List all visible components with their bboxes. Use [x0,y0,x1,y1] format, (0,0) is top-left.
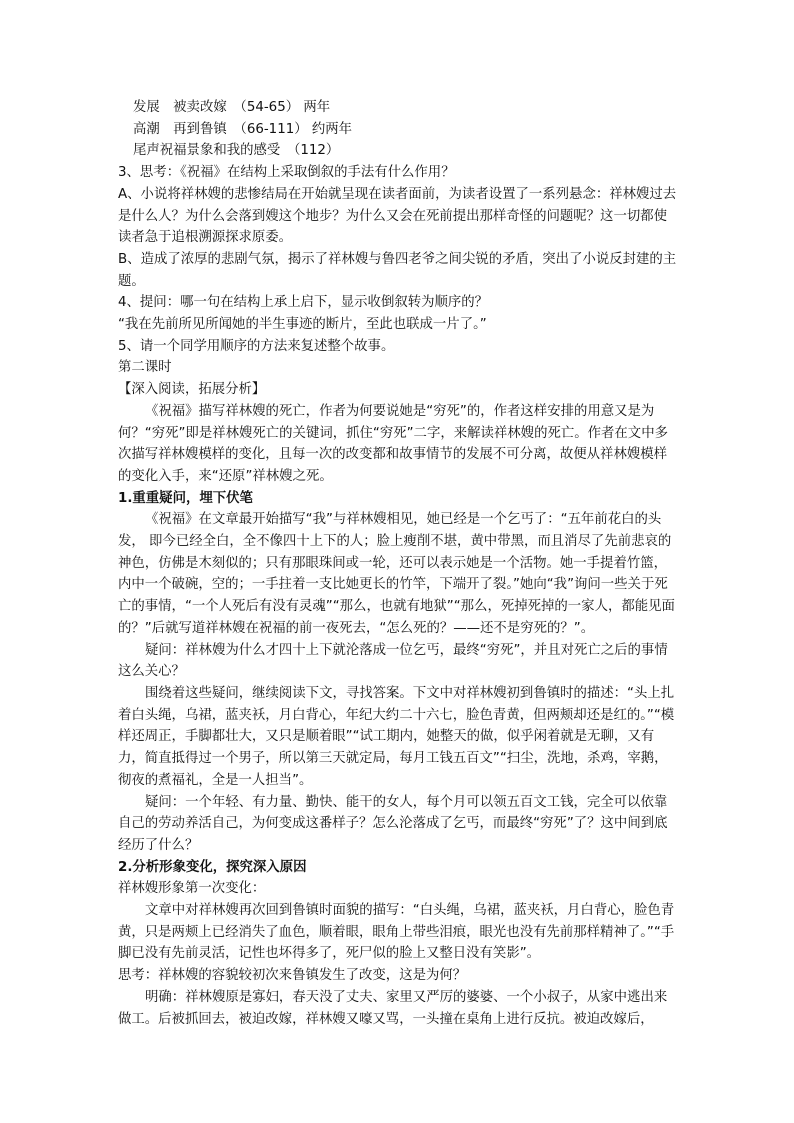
answer-3a: A、小说将祥林嫂的悲惨结局在开始就呈现在读者面前，为读者设置了一系列悬念：祥林嫂过去是什么人？为什么会落到嫂这个地步？为什么又会在死前提出那样奇怪的问题呢？这一切都使读者急于追根溯源探求原委。 [118,186,677,246]
question-3: 3、思考：《祝福》在结构上采取倒叙的手法有什么作用？ [118,165,455,181]
paragraph-second-arrival: 文章中对祥林嫂再次回到鲁镇时面貌的描写：“白头绳，乌裙，蓝夹袄，月白背心，脸色青黄，只是两颊上已经消失了血色，顺着眼，眼角上带些泪痕，眼光也没有先前那样精神了。”“手脚已没有先前灵活，记性也坏得多了，死尸似的脸上又整日没有笑影”。 [118,903,675,962]
outline-line-development: 发展 被卖改嫁 （54-65） 两年 [133,100,331,115]
section-heading-lesson-2: 第二课时 [118,360,172,376]
outline-line-epilogue: 尾声祝福景象和我的感受 （112） [133,143,340,159]
question-4: 4、提问：哪一句在结构上承上启下，显示收倒叙转为顺序的？ [118,295,489,311]
subheading-2: 2.分析形象变化，探究深入原因 [118,859,307,875]
document-body [118,97,678,1030]
paragraph-question-1: 疑问：祥林嫂为什么才四十上下就沦落成一位乞丐，最终“穷死”，并且对死亡之后的事情这么关心？ [118,642,668,680]
paragraph-opening-scene: 《祝福》在文章最开始描写“我”与祥林嫂相见，她已经是一个乞丐了：“五年前花白的头发， 即今已经全白，全不像四十上下的人；脸上瘦削不堪，黄中带黑，而且消尽了先前悲哀的神色，仿佛是木刻似的；只有那眼珠间或一轮，还可以表示她是一个活物。她一手提着竹篮，内中一个破碗，空的；一手拄着一支比她更长的竹竿，下端开了裂。”她向“我”询问一些关于死亡的事情，“一个人死后有没有灵魂”“那么，也就有地狱”“那么，死掉死掉的一家人，都能见面的？”后就写道祥林嫂在祝福的前一夜死去，“怎么死的？——还不是穷死的？”。 [118,512,675,636]
subheading-1: 1.重重疑问，埋下伏笔 [118,490,253,506]
subheading-first-change: 祥林嫂形象第一次变化： [118,881,266,897]
paragraph-clarify: 明确：祥林嫂原是寡妇，春天没了丈夫、家里又严厉的婆婆、一个小叔子，从家中逃出来做工。后被抓回去，被迫改嫁，祥林嫂又嚎又骂，一头撞在桌角上进行反抗。被迫改嫁后， [118,989,668,1027]
paragraph-first-arrival: 围绕着这些疑问，继续阅读下文，寻找答案。下文中对祥林嫂初到鲁镇时的描述：“头上扎着白头绳，乌裙，蓝夹袄，月白背心，年纪大约二十六七，脸色青黄，但两颊却还是红的。”“模样还周正，手脚都壮大，又只是顺着眼”“试工期内，她整天的做，似乎闲着就是无聊，又有力，简直抵得过一个男子，所以第三天就定局，每月工钱五百文”“扫尘，洗地，杀鸡，宰鹅，彻夜的煮福礼，全是一人担当”。 [118,685,675,788]
answer-4: “我在先前所见所闻她的半生事迹的断片，至此也联成一片了。” [118,317,487,333]
question-5: 5、请一个同学用顺序的方法来复述整个故事。 [118,338,395,354]
paragraph-think: 思考：祥林嫂的容貌较初次来鲁镇发生了改变，这是为何？ [118,968,467,984]
answer-3b: B、造成了浓厚的悲剧气氛，揭示了祥林嫂与鲁四老爷之间尖锐的矛盾，突出了小说反封建的主题。 [118,251,677,289]
section-heading-deep-reading: 【深入阅读，拓展分析】 [118,382,266,398]
outline-line-climax: 高潮 再到鲁镇 （66-111） 约两年 [133,121,353,137]
paragraph-intro: 《祝福》描写祥林嫂的死亡，作者为何要说她是“穷死”的，作者这样安排的用意又是为何？“穷死”即是祥林嫂死亡的关键词，抓住“穷死”二字，来解读祥林嫂的死亡。作者在文中多次描写祥林嫂模样的变化，且每一次的改变都和故事情节的发展不可分离，故便从祥林嫂模样的变化入手，来“还原”祥林嫂之死。 [118,403,668,484]
paragraph-question-2: 疑问：一个年轻、有力量、勤快、能干的女人，每个月可以领五百文工钱，完全可以依靠自己的劳动养活自己，为何变成这番样子？怎么沦落成了乞丐，而最终“穷死”了？这中间到底经历了什么？ [118,794,668,853]
